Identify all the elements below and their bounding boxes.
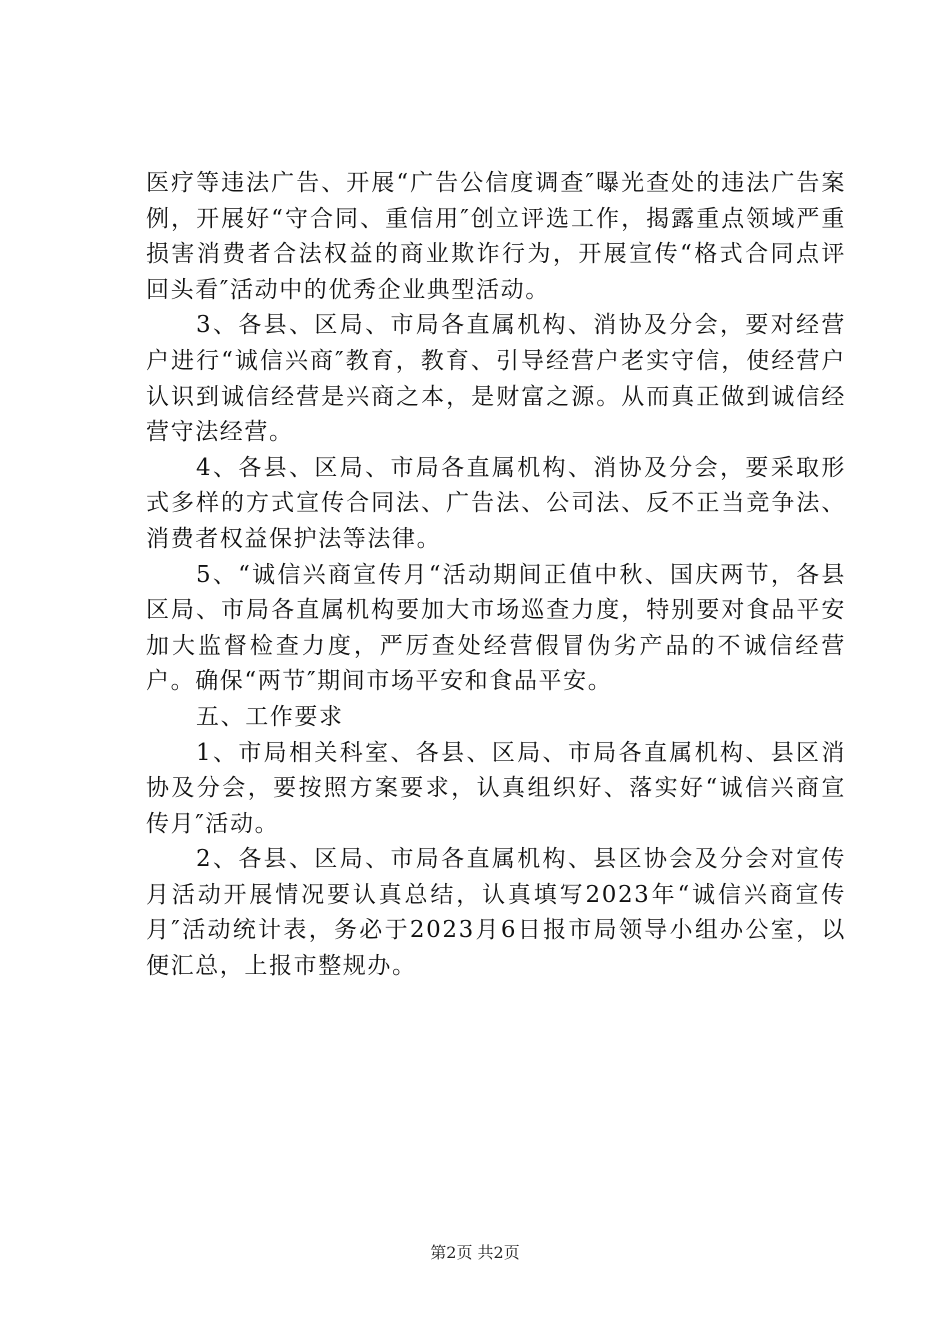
paragraph-item-4: 4、各县、区局、市局各直属机构、消协及分会，要采取形式多样的方式宣传合同法、广告法、公司法、反不正当竞争法、消费者权益保护法等法律。: [146, 454, 846, 552]
section-heading-work-requirements: 五、工作要求: [196, 703, 344, 730]
page-number-label: 第2页 共2页: [430, 1243, 520, 1262]
paragraph-requirement-2: 2、各县、区局、市局各直属机构、县区协会及分会对宣传月活动开展情况要认真总结，认真填写2023年“诚信兴商宣传月″活动统计表，务必于2023月6日报市局领导小组办公室，以便汇总，上报市整规办。: [146, 846, 846, 980]
paragraph-continuation: 医疗等违法广告、开展“广告公信度调查″曝光查处的违法广告案例，开展好“守合同、重信用″创立评选工作，揭露重点领域严重损害消费者合法权益的商业欺诈行为，开展宣传“格式合同点评回头看″活动中的优秀企业典型活动。: [146, 170, 846, 303]
document-body: [146, 166, 846, 985]
paragraph-item-3: 3、各县、区局、市局各直属机构、消协及分会，要对经营户进行“诚信兴商″教育，教育、引导经营户老实守信，使经营户认识到诚信经营是兴商之本，是财富之源。从而真正做到诚信经营守法经营。: [146, 312, 846, 446]
paragraph-requirement-1: 1、市局相关科室、各县、区局、市局各直属机构、县区消协及分会，要按照方案要求，认真组织好、落实好“诚信兴商宣传月″活动。: [146, 739, 846, 837]
page-footer: [0, 1242, 950, 1264]
paragraph-item-5: 5、“诚信兴商宣传月“活动期间正值中秋、国庆两节，各县区局、市局各直属机构要加大市场巡查力度，特别要对食品平安加大监督检查力度，严厉查处经营假冒伪劣产品的不诚信经营户。确保“两节″期间市场平安和食品平安。: [146, 561, 846, 695]
